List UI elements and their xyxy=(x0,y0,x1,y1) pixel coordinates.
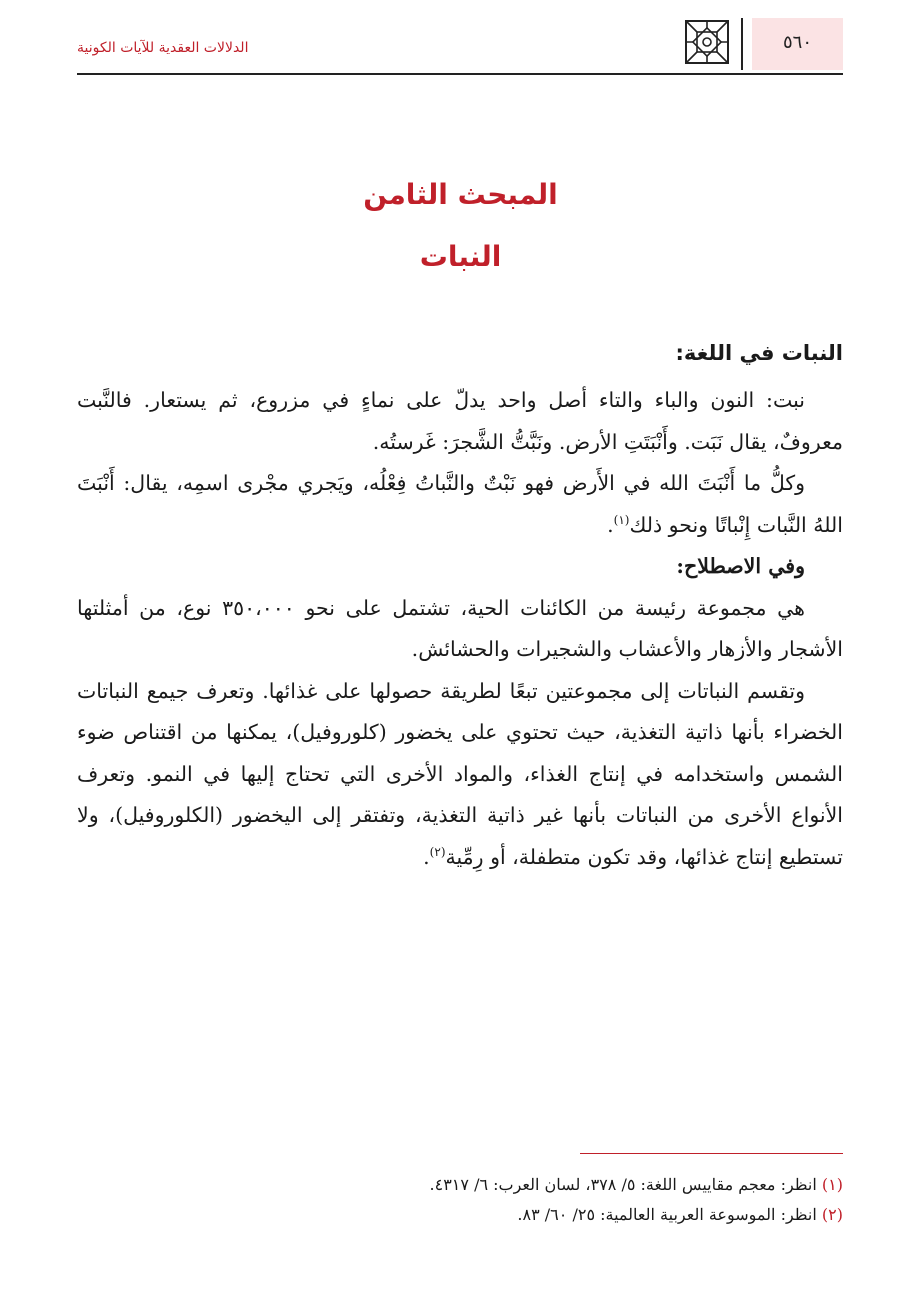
footnote-2-text: انظر: الموسوعة العربية العالمية: ٢٥/ ٦٠/ ٨٣. xyxy=(517,1205,822,1224)
section-title: المبحث الثامن xyxy=(363,178,558,211)
paragraph-2 xyxy=(77,463,843,546)
running-title: الدلالات العقدية للآيات الكونية xyxy=(77,40,249,56)
paragraph-4-end: . xyxy=(423,844,430,869)
paragraph-3: هي مجموعة رئيسة من الكائنات الحية، تشتمل على نحو ٣٥٠،٠٠٠ نوع، من أمثلتها الأشجار والأزهار والأعشاب والشجيرات والحشائش. xyxy=(77,595,843,661)
main-text xyxy=(77,330,843,878)
footnote-ref-1[interactable]: (١) xyxy=(613,512,630,527)
header-separator xyxy=(741,18,743,70)
paragraph-4 xyxy=(77,671,843,879)
page-header xyxy=(77,18,843,70)
footnote-2 xyxy=(77,1200,843,1230)
paragraph-4-text: وتقسم النباتات إلى مجموعتين تبعًا لطريقة حصولها على غذائها. وتعرف جيمع النباتات الخضراء بأنها ذاتية التغذية، حيث تحتوي على يخضور (كلوروفيل)، يمكنها من اقتناص ضوء الشمس واستخدامه في إنتاج الغذاء، والمواد الأخرى التي تحتاج إليها في النمو. وتعرف الأنواع الأخرى من النباتات بأنها غير ذاتية التغذية، وتفتقر إلى اليخضور (الكلوروفيل)، ولا تستطيع إنتاج غذائها، وقد تكون متطفلة، أو رِمِّية xyxy=(77,678,843,869)
footnote-1 xyxy=(77,1170,843,1200)
footnote-1-text: انظر: معجم مقاييس اللغة: ٥/ ٣٧٨، لسان العرب: ٦/ ٤٣١٧. xyxy=(429,1175,822,1194)
footnote-1-mark: (١) xyxy=(821,1175,843,1194)
page-number: ٥٦٠ xyxy=(782,32,812,53)
footnote-separator xyxy=(580,1153,843,1154)
footnote-ref-2[interactable]: (٢) xyxy=(429,844,446,859)
topic-title: النبات xyxy=(419,240,502,273)
paragraph-2-end: . xyxy=(607,512,614,537)
heading-language: النبات في اللغة: xyxy=(675,341,843,365)
paragraph-1: نبت: النون والباء والتاء أصل واحد يدلّ على نماءٍ في مزروع، ثم يستعار. فالنَّبت معروفٌ، يقال نَبَت. وأَنْبَتَتِ الأرض. ونَبَّتُّ الشَّجرَ: غَرستُه. xyxy=(77,388,843,454)
header-rule xyxy=(77,73,843,75)
footnotes xyxy=(77,1170,843,1230)
page-number-box xyxy=(752,18,843,70)
geometric-star-ornament-icon xyxy=(685,20,729,64)
paragraph-2-text: وكلُّ ما أَنْبَتَ الله في الأَرض فهو نَبْتٌ والنَّباتُ فِعْلُه، ويَجري مجْرى اسمِه، يقال: أَنْبَتَ اللهُ النَّبات إِنْباتًا ونحو ذلك xyxy=(77,471,843,537)
heading-term: وفي الاصطلاح: xyxy=(676,554,805,578)
footnote-2-mark: (٢) xyxy=(821,1205,843,1224)
